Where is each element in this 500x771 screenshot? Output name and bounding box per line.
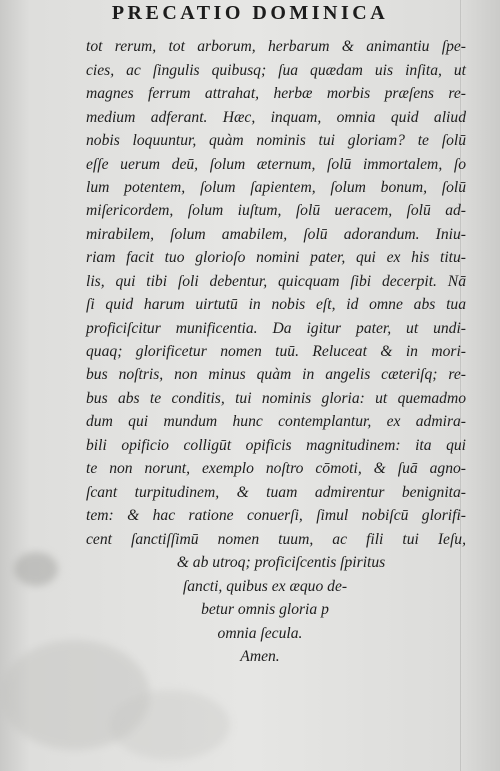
text-line: tot rerum, tot arborum, herbarum & animantiu ſpe- xyxy=(86,38,466,55)
text-line: proficiſcitur munificentia. Da igitur pater, ut undi- xyxy=(86,320,466,337)
text-line: mirabilem, ſolum amabilem, ſolū adorandum. Iniu- xyxy=(86,226,466,243)
text-line: bus abs te conditis, tui nominis gloria: ut quemadmo xyxy=(86,390,466,407)
text-line: betur omnis gloria p xyxy=(201,601,329,618)
text-line: cent ſanctiſſimū nomen tuum, ac fili tui Ieſu, xyxy=(86,531,466,548)
text-line: magnes ferrum attrahat, herbæ morbis præſens re- xyxy=(86,85,466,102)
text-line: bili opificio colligūt opificis magnitudinem: ita qui xyxy=(86,437,466,454)
text-line: lum potentem, ſolum ſapientem, ſolum bonum, ſolū xyxy=(86,179,466,196)
running-header: PRECATIO DOMINICA xyxy=(111,2,389,24)
text-line: ſancti, quibus ex æquo de- xyxy=(182,578,348,595)
text-line: ſcant turpitudinem, & tuam admirentur benignita- xyxy=(86,484,466,501)
text-line: miſericordem, ſolum iuſtum, ſolū ueracem, ſolū ad- xyxy=(86,202,466,219)
text-line: omnia ſecula. xyxy=(217,625,303,642)
text-line: te non norunt, exemplo noſtro cōmoti, & ſuā agno- xyxy=(86,460,466,477)
text-line: nobis loquuntur, quàm nominis tui gloriam? te ſolū xyxy=(86,132,466,149)
text-line: & ab utroq; proficiſcentis ſpiritus xyxy=(176,554,386,571)
text-line: ſi quid harum uirtutū in nobis eſt, id omne abs tua xyxy=(86,296,466,313)
text-line: cies, ac ſingulis quibusq; ſua quædam uis inſita, ut xyxy=(86,62,466,79)
text-line: medium adferant. Hæc, inquam, omnia quid aliud xyxy=(86,109,466,126)
text-line: Amen. xyxy=(240,648,280,665)
text-line: eſſe uerum deū, ſolum æternum, ſolū immortalem, ſo xyxy=(86,156,466,173)
text-line: dum qui mundum hunc contemplantur, ex admira- xyxy=(86,413,466,430)
text-line: bus noſtris, non minus quàm in angelis cæteriſq; re- xyxy=(86,366,466,383)
paper-stain xyxy=(14,552,58,586)
text-line: tem: & hac ratione conuerſi, ſimul nobiſcū glorifi- xyxy=(86,507,466,524)
text-line: quaq; glorificetur nomen tuū. Reluceat & in mori- xyxy=(86,343,466,360)
paper-stain xyxy=(110,690,230,760)
text-line: lis, qui tibi ſoli debentur, quicquam ſibi decerpit. Nā xyxy=(86,273,466,290)
text-line: riam facit tuo glorioſo nomini pater, qui ex his titu- xyxy=(86,249,466,266)
